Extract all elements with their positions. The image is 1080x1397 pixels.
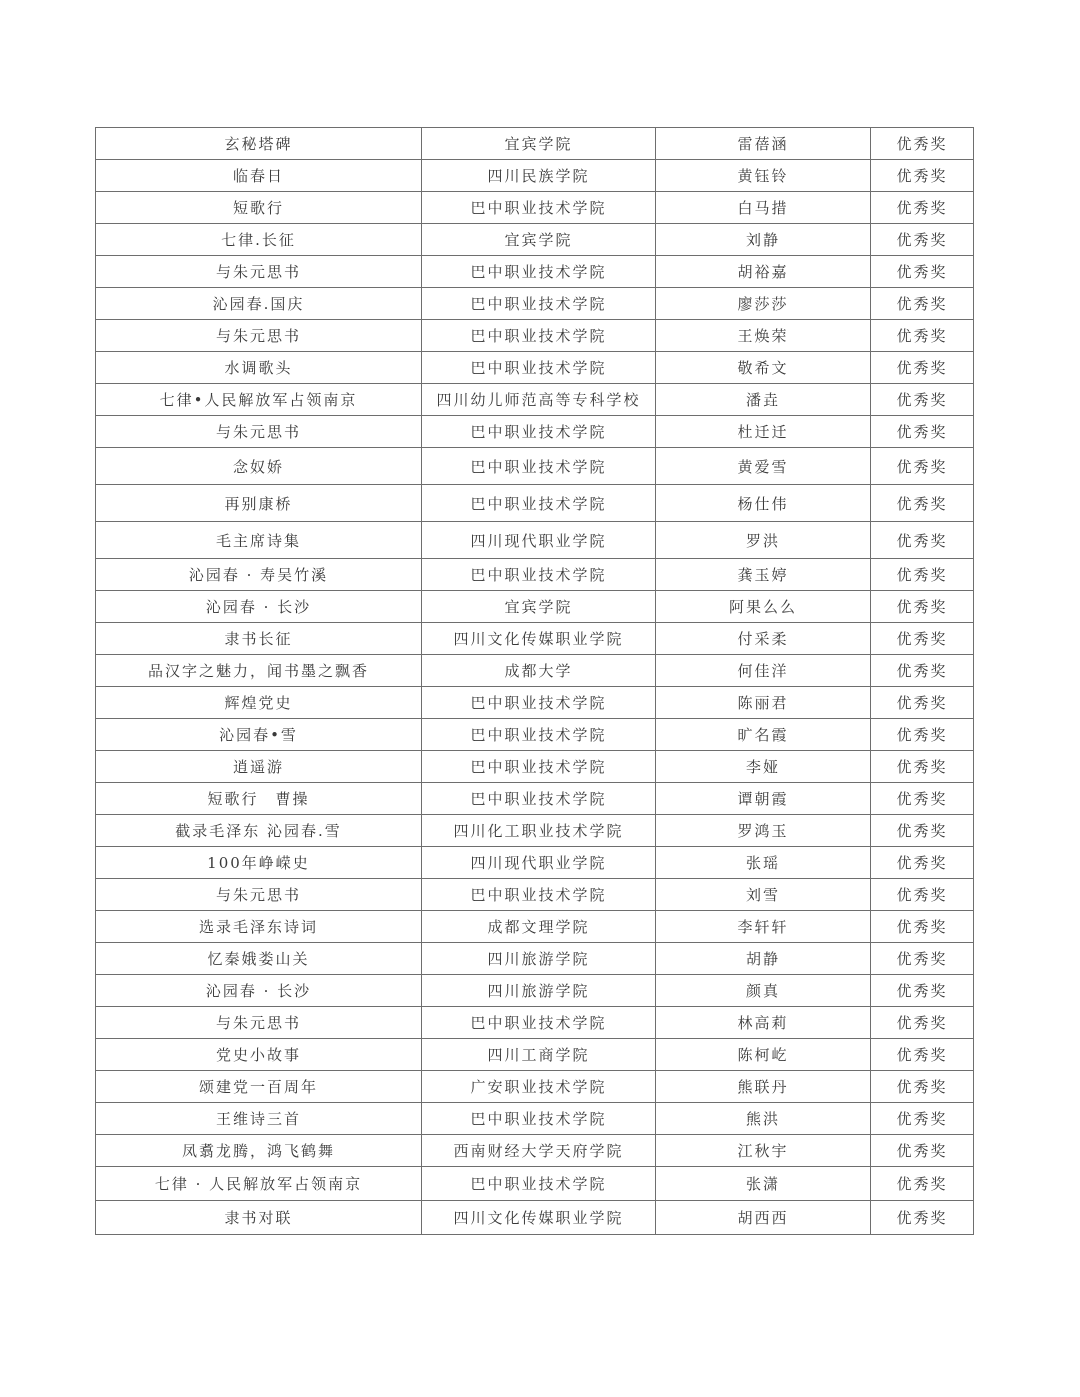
award-cell: 优秀奖 xyxy=(871,719,974,751)
author-cell: 陈柯屹 xyxy=(656,1039,871,1071)
award-cell: 优秀奖 xyxy=(871,1167,974,1201)
school-cell: 巴中职业技术学院 xyxy=(422,879,656,911)
author-cell: 林高莉 xyxy=(656,1007,871,1039)
school-cell: 巴中职业技术学院 xyxy=(422,751,656,783)
award-cell: 优秀奖 xyxy=(871,160,974,192)
table-row xyxy=(96,416,974,448)
author-cell: 敬希文 xyxy=(656,352,871,384)
school-cell: 巴中职业技术学院 xyxy=(422,1103,656,1135)
work-title-cell: 七律 · 人民解放军占领南京 xyxy=(96,1167,422,1201)
table-row xyxy=(96,1167,974,1201)
work-title-cell: 临春日 xyxy=(96,160,422,192)
award-cell: 优秀奖 xyxy=(871,352,974,384)
table-row xyxy=(96,815,974,847)
school-cell: 四川工商学院 xyxy=(422,1039,656,1071)
table-row xyxy=(96,751,974,783)
table-row xyxy=(96,128,974,160)
author-cell: 廖莎莎 xyxy=(656,288,871,320)
author-cell: 胡裕嘉 xyxy=(656,256,871,288)
awards-table xyxy=(95,127,974,1235)
table-row xyxy=(96,224,974,256)
table-row xyxy=(96,256,974,288)
school-cell: 宜宾学院 xyxy=(422,128,656,160)
author-cell: 何佳洋 xyxy=(656,655,871,687)
author-cell: 熊联丹 xyxy=(656,1071,871,1103)
work-title-cell: 七律.长征 xyxy=(96,224,422,256)
award-cell: 优秀奖 xyxy=(871,192,974,224)
author-cell: 胡西西 xyxy=(656,1201,871,1235)
award-cell: 优秀奖 xyxy=(871,623,974,655)
author-cell: 熊洪 xyxy=(656,1103,871,1135)
author-cell: 白马措 xyxy=(656,192,871,224)
table-row xyxy=(96,1103,974,1135)
school-cell: 巴中职业技术学院 xyxy=(422,559,656,591)
school-cell: 巴中职业技术学院 xyxy=(422,416,656,448)
award-cell: 优秀奖 xyxy=(871,559,974,591)
school-cell: 巴中职业技术学院 xyxy=(422,352,656,384)
awards-table-body xyxy=(96,128,974,1235)
award-cell: 优秀奖 xyxy=(871,256,974,288)
table-row xyxy=(96,943,974,975)
school-cell: 巴中职业技术学院 xyxy=(422,1167,656,1201)
author-cell: 刘雪 xyxy=(656,879,871,911)
school-cell: 四川现代职业学院 xyxy=(422,847,656,879)
table-row xyxy=(96,687,974,719)
work-title-cell: 选录毛泽东诗词 xyxy=(96,911,422,943)
author-cell: 阿果么么 xyxy=(656,591,871,623)
work-title-cell: 忆秦娥娄山关 xyxy=(96,943,422,975)
author-cell: 谭朝霞 xyxy=(656,783,871,815)
award-cell: 优秀奖 xyxy=(871,783,974,815)
award-cell: 优秀奖 xyxy=(871,879,974,911)
author-cell: 张潇 xyxy=(656,1167,871,1201)
table-row xyxy=(96,783,974,815)
school-cell: 巴中职业技术学院 xyxy=(422,719,656,751)
table-row xyxy=(96,1201,974,1235)
table-row xyxy=(96,559,974,591)
award-cell: 优秀奖 xyxy=(871,751,974,783)
award-cell: 优秀奖 xyxy=(871,384,974,416)
award-cell: 优秀奖 xyxy=(871,320,974,352)
author-cell: 胡静 xyxy=(656,943,871,975)
author-cell: 罗洪 xyxy=(656,522,871,559)
table-row xyxy=(96,655,974,687)
table-row xyxy=(96,448,974,485)
award-cell: 优秀奖 xyxy=(871,1135,974,1167)
work-title-cell: 与朱元思书 xyxy=(96,1007,422,1039)
work-title-cell: 与朱元思书 xyxy=(96,320,422,352)
work-title-cell: 沁园春 · 长沙 xyxy=(96,591,422,623)
school-cell: 巴中职业技术学院 xyxy=(422,783,656,815)
award-cell: 优秀奖 xyxy=(871,591,974,623)
school-cell: 巴中职业技术学院 xyxy=(422,485,656,522)
table-row xyxy=(96,623,974,655)
author-cell: 李娅 xyxy=(656,751,871,783)
work-title-cell: 凤翥龙腾，鸿飞鹤舞 xyxy=(96,1135,422,1167)
work-title-cell: 与朱元思书 xyxy=(96,256,422,288)
work-title-cell: 与朱元思书 xyxy=(96,416,422,448)
award-cell: 优秀奖 xyxy=(871,1007,974,1039)
table-row xyxy=(96,320,974,352)
school-cell: 巴中职业技术学院 xyxy=(422,192,656,224)
school-cell: 四川旅游学院 xyxy=(422,943,656,975)
award-cell: 优秀奖 xyxy=(871,1103,974,1135)
work-title-cell: 毛主席诗集 xyxy=(96,522,422,559)
award-cell: 优秀奖 xyxy=(871,522,974,559)
table-row xyxy=(96,160,974,192)
school-cell: 四川民族学院 xyxy=(422,160,656,192)
school-cell: 四川文化传媒职业学院 xyxy=(422,623,656,655)
award-cell: 优秀奖 xyxy=(871,1071,974,1103)
award-cell: 优秀奖 xyxy=(871,224,974,256)
award-cell: 优秀奖 xyxy=(871,1201,974,1235)
work-title-cell: 党史小故事 xyxy=(96,1039,422,1071)
author-cell: 旷名霞 xyxy=(656,719,871,751)
table-row xyxy=(96,591,974,623)
table-row xyxy=(96,911,974,943)
author-cell: 潘垚 xyxy=(656,384,871,416)
table-row xyxy=(96,719,974,751)
school-cell: 巴中职业技术学院 xyxy=(422,256,656,288)
work-title-cell: 逍遥游 xyxy=(96,751,422,783)
work-title-cell: 沁园春.国庆 xyxy=(96,288,422,320)
table-row xyxy=(96,975,974,1007)
work-title-cell: 念奴娇 xyxy=(96,448,422,485)
table-row xyxy=(96,1007,974,1039)
work-title-cell: 品汉字之魅力，闻书墨之飘香 xyxy=(96,655,422,687)
work-title-cell: 沁园春 · 长沙 xyxy=(96,975,422,1007)
author-cell: 江秋宇 xyxy=(656,1135,871,1167)
award-cell: 优秀奖 xyxy=(871,1039,974,1071)
school-cell: 成都文理学院 xyxy=(422,911,656,943)
author-cell: 杜迁迁 xyxy=(656,416,871,448)
award-cell: 优秀奖 xyxy=(871,847,974,879)
school-cell: 四川现代职业学院 xyxy=(422,522,656,559)
author-cell: 雷蓓涵 xyxy=(656,128,871,160)
table-row xyxy=(96,384,974,416)
award-cell: 优秀奖 xyxy=(871,943,974,975)
work-title-cell: 再别康桥 xyxy=(96,485,422,522)
author-cell: 杨仕伟 xyxy=(656,485,871,522)
school-cell: 四川文化传媒职业学院 xyxy=(422,1201,656,1235)
school-cell: 巴中职业技术学院 xyxy=(422,288,656,320)
school-cell: 成都大学 xyxy=(422,655,656,687)
author-cell: 刘静 xyxy=(656,224,871,256)
table-row xyxy=(96,352,974,384)
author-cell: 颜真 xyxy=(656,975,871,1007)
work-title-cell: 截录毛泽东 沁园春.雪 xyxy=(96,815,422,847)
school-cell: 西南财经大学天府学院 xyxy=(422,1135,656,1167)
work-title-cell: 七律•人民解放军占领南京 xyxy=(96,384,422,416)
work-title-cell: 隶书对联 xyxy=(96,1201,422,1235)
work-title-cell: 沁园春 · 寿吴竹溪 xyxy=(96,559,422,591)
award-cell: 优秀奖 xyxy=(871,288,974,320)
school-cell: 宜宾学院 xyxy=(422,224,656,256)
table-row xyxy=(96,1135,974,1167)
award-cell: 优秀奖 xyxy=(871,687,974,719)
school-cell: 巴中职业技术学院 xyxy=(422,320,656,352)
award-cell: 优秀奖 xyxy=(871,815,974,847)
school-cell: 巴中职业技术学院 xyxy=(422,1007,656,1039)
work-title-cell: 100年峥嵘史 xyxy=(96,847,422,879)
table-row xyxy=(96,879,974,911)
award-cell: 优秀奖 xyxy=(871,485,974,522)
work-title-cell: 短歌行 曹操 xyxy=(96,783,422,815)
table-row xyxy=(96,485,974,522)
award-cell: 优秀奖 xyxy=(871,655,974,687)
school-cell: 广安职业技术学院 xyxy=(422,1071,656,1103)
award-cell: 优秀奖 xyxy=(871,128,974,160)
author-cell: 张瑶 xyxy=(656,847,871,879)
table-row xyxy=(96,192,974,224)
school-cell: 巴中职业技术学院 xyxy=(422,448,656,485)
table-row xyxy=(96,1039,974,1071)
school-cell: 巴中职业技术学院 xyxy=(422,687,656,719)
author-cell: 陈丽君 xyxy=(656,687,871,719)
school-cell: 四川旅游学院 xyxy=(422,975,656,1007)
school-cell: 宜宾学院 xyxy=(422,591,656,623)
work-title-cell: 王维诗三首 xyxy=(96,1103,422,1135)
school-cell: 四川化工职业技术学院 xyxy=(422,815,656,847)
work-title-cell: 隶书长征 xyxy=(96,623,422,655)
work-title-cell: 水调歌头 xyxy=(96,352,422,384)
work-title-cell: 与朱元思书 xyxy=(96,879,422,911)
award-cell: 优秀奖 xyxy=(871,975,974,1007)
work-title-cell: 玄秘塔碑 xyxy=(96,128,422,160)
table-row xyxy=(96,1071,974,1103)
work-title-cell: 辉煌党史 xyxy=(96,687,422,719)
author-cell: 黄爱雪 xyxy=(656,448,871,485)
work-title-cell: 沁园春•雪 xyxy=(96,719,422,751)
author-cell: 罗鸿玉 xyxy=(656,815,871,847)
author-cell: 黄钰铃 xyxy=(656,160,871,192)
author-cell: 李轩轩 xyxy=(656,911,871,943)
school-cell: 四川幼儿师范高等专科学校 xyxy=(422,384,656,416)
table-row xyxy=(96,288,974,320)
table-row xyxy=(96,522,974,559)
author-cell: 王焕荣 xyxy=(656,320,871,352)
table-row xyxy=(96,847,974,879)
work-title-cell: 短歌行 xyxy=(96,192,422,224)
work-title-cell: 颂建党一百周年 xyxy=(96,1071,422,1103)
award-cell: 优秀奖 xyxy=(871,416,974,448)
author-cell: 付采柔 xyxy=(656,623,871,655)
award-cell: 优秀奖 xyxy=(871,911,974,943)
author-cell: 龚玉婷 xyxy=(656,559,871,591)
award-cell: 优秀奖 xyxy=(871,448,974,485)
